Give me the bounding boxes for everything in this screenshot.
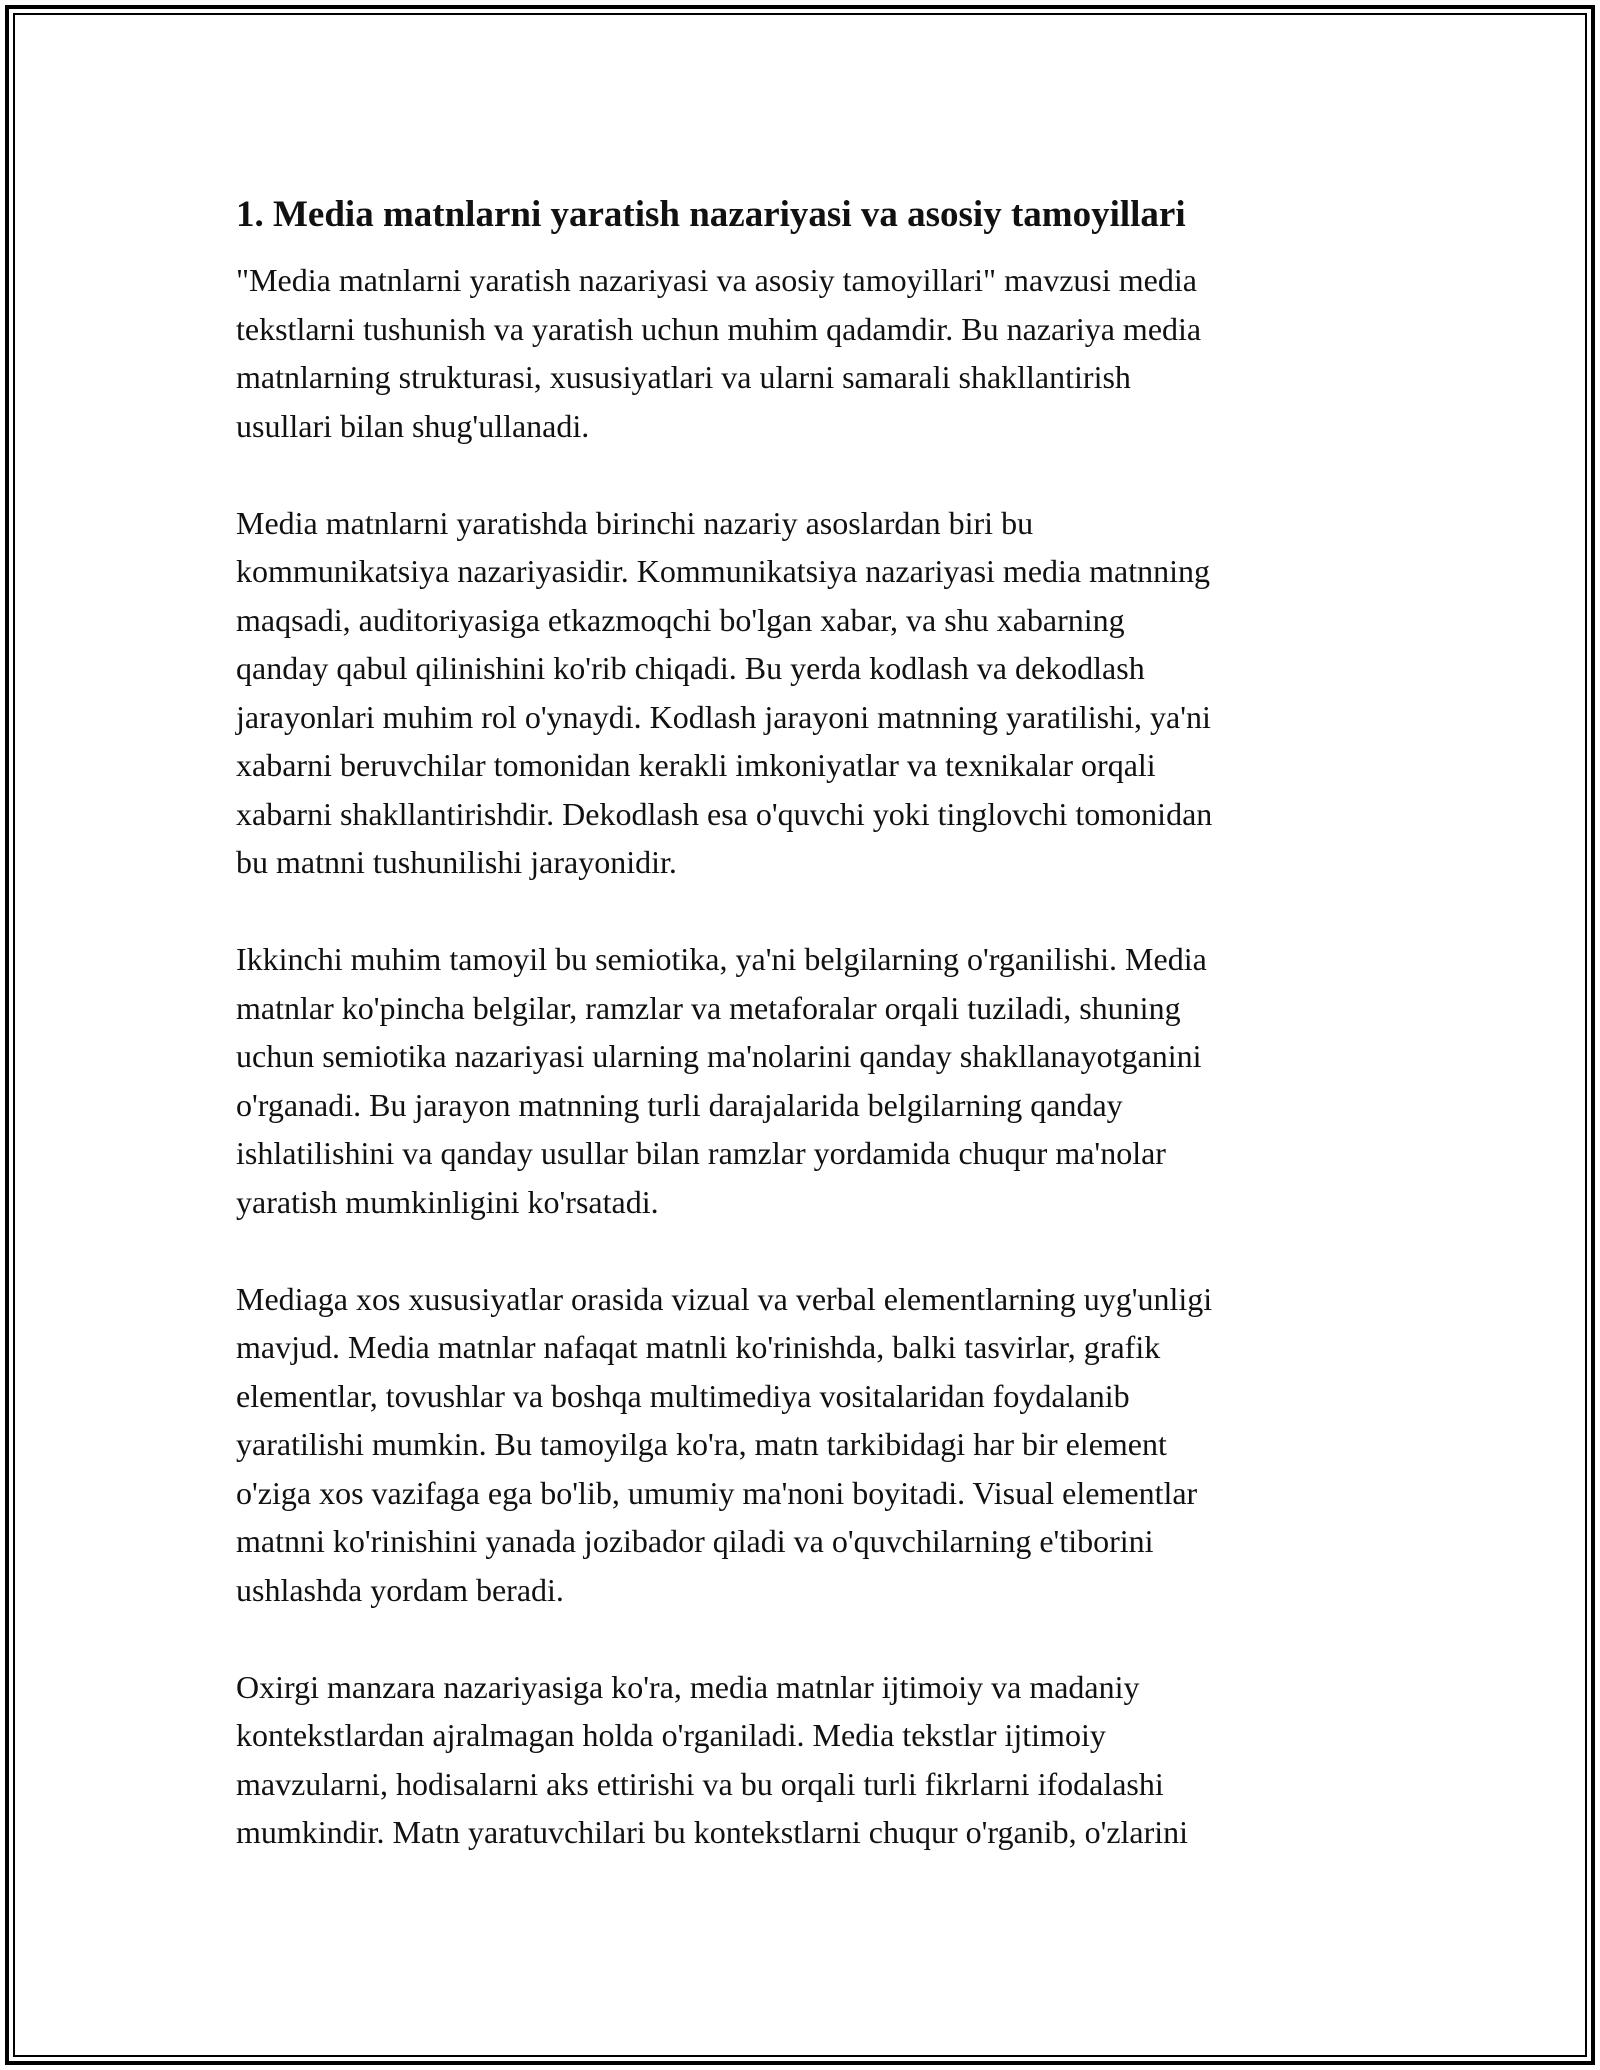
text-line: Oxirgi manzara nazariyasiga ko'ra, media matnlar ijtimoiy va madaniy bbox=[236, 1668, 1140, 1705]
text-line: Ikkinchi muhim tamoyil bu semiotika, ya'ni belgilarning o'rganilishi. Media bbox=[236, 941, 1207, 977]
text-line: kontekstlardan ajralmagan holda o'rganiladi. Media tekstlar ijtimoiy bbox=[236, 1717, 1106, 1753]
paragraph-semiotics bbox=[236, 935, 1366, 1226]
section-heading: 1. Media matnlarni yaratish nazariyasi va asosiy tamoyillari bbox=[236, 194, 1186, 235]
text-line: yaratish mumkinligini ko'rsatadi. bbox=[236, 1183, 659, 1220]
text-line: mumkindir. Matn yaratuvchilari bu kontekstlarni chuqur o'rganib, o'zlarini bbox=[236, 1814, 1189, 1850]
text-line: bu matnni tushunilishi jarayonidir. bbox=[236, 844, 677, 880]
text-line: o'rganadi. Bu jarayon matnning turli darajalarida belgilarning qanday bbox=[236, 1086, 1123, 1123]
text-line: mavjud. Media matnlar nafaqat matnli ko'rinishda, balki tasvirlar, grafik bbox=[236, 1329, 1161, 1365]
text-line: xabarni beruvchilar tomonidan kerakli imkoniyatlar va texnikalar orqali bbox=[236, 747, 1156, 783]
text-line: Mediaga xos xususiyatlar orasida vizual va verbal elementlarning uyg'unligi bbox=[236, 1280, 1213, 1317]
text-line: matnni ko'rinishini yanada jozibador qiladi va o'quvchilarning e'tiborini bbox=[236, 1523, 1154, 1559]
text-line: matnlar ko'pincha belgilar, ramzlar va metaforalar orqali tuziladi, shuning bbox=[236, 989, 1181, 1026]
document-body bbox=[236, 186, 1366, 1905]
text-line: qanday qabul qilinishini ko'rib chiqadi. Bu yerda kodlash va dekodlash bbox=[236, 650, 1145, 686]
text-line: "Media matnlarni yaratish nazariyasi va asosiy tamoyillari" mavzusi media bbox=[236, 262, 1197, 298]
text-line: ishlatilishini va qanday usullar bilan ramzlar yordamida chuqur ma'nolar bbox=[236, 1135, 1166, 1171]
paragraph-intro bbox=[236, 256, 1366, 450]
text-line: jarayonlari muhim rol o'ynaydi. Kodlash jarayoni matnning yaratilishi, ya'ni bbox=[236, 698, 1211, 735]
text-line: usullari bilan shug'ullanadi. bbox=[236, 407, 590, 444]
text-line: uchun semiotika nazariyasi ularning ma'nolarini qanday shakllanayotganini bbox=[236, 1038, 1202, 1074]
paragraph-communication-theory bbox=[236, 499, 1366, 887]
text-line: matnlarning strukturasi, xususiyatlari va ularni samarali shakllantirish bbox=[236, 359, 1131, 395]
text-line: tekstlarni tushunish va yaratish uchun muhim qadamdir. Bu nazariya media bbox=[236, 310, 1202, 347]
paragraph-social-context bbox=[236, 1663, 1366, 1857]
text-line: ushlashda yordam beradi. bbox=[236, 1571, 564, 1608]
paragraph-visual-verbal bbox=[236, 1275, 1366, 1615]
text-line: yaratilishi mumkin. Bu tamoyilga ko'ra, matn tarkibidagi har bir element bbox=[236, 1426, 1167, 1462]
text-line: o'ziga xos vazifaga ega bo'lib, umumiy ma'noni boyitadi. Visual elementlar bbox=[236, 1474, 1198, 1511]
text-line: kommunikatsiya nazariyasidir. Kommunikatsiya nazariyasi media matnning bbox=[236, 553, 1210, 589]
text-line: elementlar, tovushlar va boshqa multimediya vositalaridan foydalanib bbox=[236, 1377, 1130, 1414]
text-line: mavzularni, hodisalarni aks ettirishi va bu orqali turli fikrlarni ifodalashi bbox=[236, 1765, 1164, 1802]
text-line: xabarni shakllantirishdir. Dekodlash esa o'quvchi yoki tinglovchi tomonidan bbox=[236, 795, 1213, 832]
text-line: Media matnlarni yaratishda birinchi nazariy asoslardan biri bu bbox=[236, 504, 1034, 541]
text-line: maqsadi, auditoriyasiga etkazmoqchi bo'lgan xabar, va shu xabarning bbox=[236, 601, 1125, 638]
